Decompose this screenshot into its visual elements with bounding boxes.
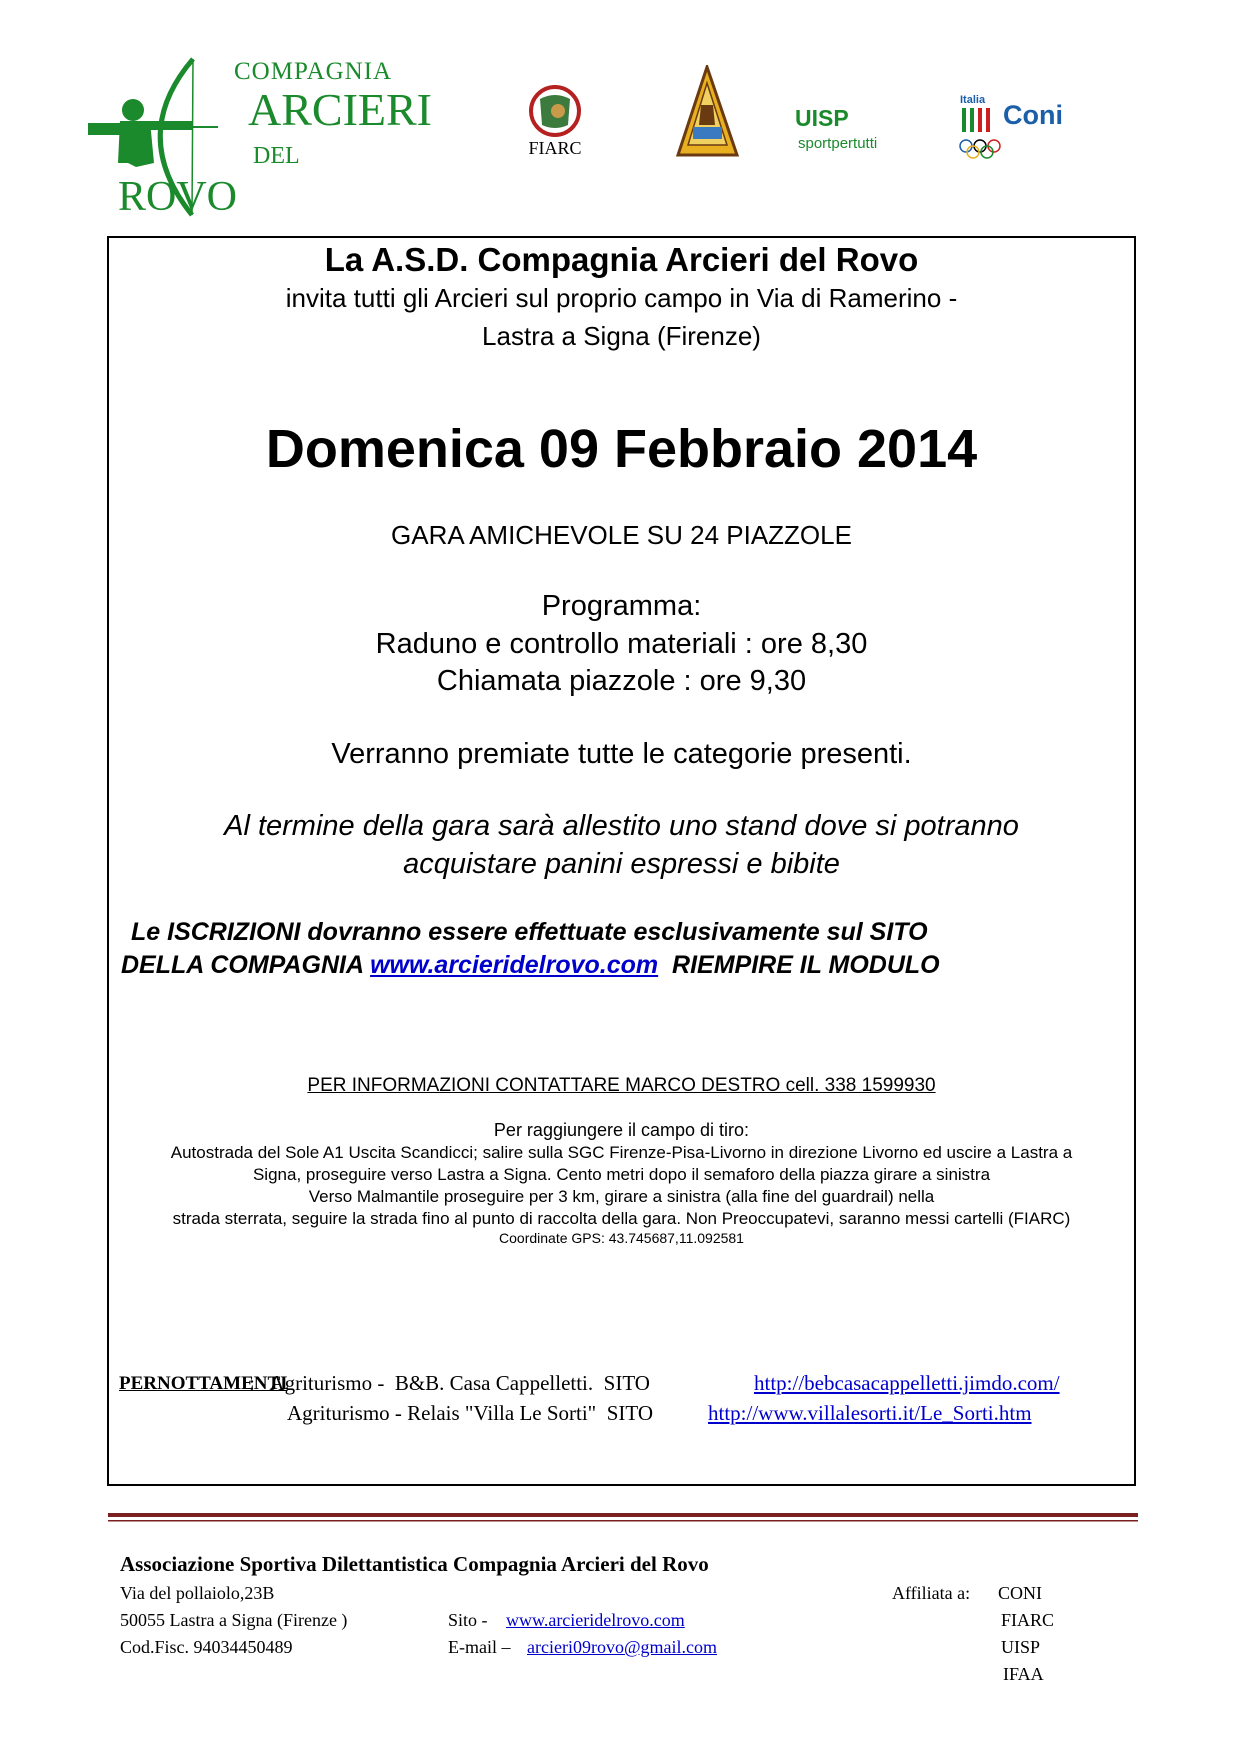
directions-line: Signa, proseguire verso Lastra a Signa. Cento metri dopo il semaforo della piazza girare a sinistra [252,1165,991,1184]
coni-country-label: Italia [960,94,986,106]
event-date: Domenica 09 Febbraio 2014 [265,419,978,479]
footer-divider [108,1512,1138,1524]
lodging-label: PERNOTTAMENTI [119,1373,288,1394]
footer-affiliation-ifaa: IFAA [1003,1664,1044,1684]
lodging-entry-1: : Agriturismo - B&B. Casa Cappelletti. SITO [249,1371,650,1395]
olympic-rings-icon [958,138,1002,160]
italian-flag-stripes-icon [960,106,1000,134]
logo-text-compagnia: COMPAGNIA [234,58,393,85]
footer-affiliation-label: Affiliata a: [892,1583,971,1603]
footer-org-name: Associazione Sportiva Dilettantistica Compagnia Arcieri del Rovo [120,1552,709,1576]
footer-site-link[interactable]: www.arcieridelrovo.com [506,1610,685,1630]
event-subtitle: GARA AMICHEVOLE SU 24 PIAZZOLE [391,520,852,550]
club-website-link[interactable]: www.arcieridelrovo.com [370,951,659,979]
program-title: Programma: [541,590,702,622]
uisp-subtitle: sportpertutti [798,135,878,152]
registration-suffix: RIEMPIRE IL MODULO [658,951,940,979]
invitation-box [107,236,1136,1486]
registration-prefix: DELLA COMPAGNIA [121,951,371,979]
logo-text-del: DEL [253,143,300,169]
fiarc-emblem-icon [520,85,590,137]
coni-label: Coni [1003,100,1063,130]
directions-line: strada sterrata, seguire la strada fino al punto di raccolta della gara. Non Preoccupatevi, saranno messi cartelli (FIARC) [172,1209,1071,1228]
program-item: Chiamata piazzole : ore 9,30 [436,665,807,697]
contact-info: PER INFORMAZIONI CONTATTARE MARCO DESTRO cell. 338 1599930 [307,1075,936,1096]
footer-address-line-1: Via del pollaiolo,23B [120,1583,275,1603]
footer-email-label: E-mail – [448,1637,511,1657]
gps-coordinates: Coordinate GPS: 43.745687,11.092581 [499,1230,744,1246]
footer-fiscal-code: Cod.Fisc. 94034450489 [120,1637,293,1657]
awards-note: Verranno premiate tutte le categorie presenti. [331,738,912,770]
uisp-logo [795,105,905,160]
crest-icon [675,65,740,165]
footer-affiliation-fiarc: FIARC [1001,1610,1055,1630]
fiarc-logo [520,85,590,165]
invite-line-2: Lastra a Signa (Firenze) [482,321,761,351]
footer-affiliation-coni: CONI [998,1583,1042,1603]
logo-text-arcieri: ARCIERI [248,84,432,135]
federation-crest-logo [675,65,740,165]
food-stand-line-2: acquistare panini espressi e bibite [403,848,840,880]
registration-line-2 [121,951,940,980]
footer-affiliation-uisp: UISP [1001,1637,1041,1657]
registration-line-1: Le ISCRIZIONI dovranno essere effettuate esclusivamente sul SITO [131,918,928,946]
food-stand-line-1: Al termine della gara sarà allestito uno stand dove si potranno [224,810,1019,842]
directions-title: Per raggiungere il campo di tiro: [493,1120,750,1140]
program-item: Raduno e controllo materiali : ore 8,30 [375,628,868,660]
club-logo [88,55,432,220]
footer-site-label: Sito - [448,1610,488,1630]
lodging-link-2[interactable]: http://www.villalesorti.it/Le_Sorti.htm [708,1401,1032,1425]
coni-logo [958,92,1078,162]
logo-text-rovo: ROVO [118,174,238,220]
organization-title: La A.S.D. Compagnia Arcieri del Rovo [324,241,919,278]
footer-address-line-2: 50055 Lastra a Signa (Firenze ) [120,1610,348,1630]
uisp-title: UISP [795,105,849,131]
lodging-entry-2: Agriturismo - Relais "Villa Le Sorti" SITO [287,1401,654,1425]
footer-email-link[interactable]: arcieri09rovo@gmail.com [527,1637,718,1657]
lodging-link-1[interactable]: http://bebcasacappelletti.jimdo.com/ [754,1371,1060,1395]
directions-line: Verso Malmantile proseguire per 3 km, girare a sinistra (alla fine del guardrail) nella [308,1187,935,1206]
directions-line: Autostrada del Sole A1 Uscita Scandicci; salire sulla SGC Firenze-Pisa-Livorno in direzione Livorno ed uscire a Lastra a [170,1143,1073,1162]
invite-line-1: invita tutti gli Arcieri sul proprio campo in Via di Ramerino - [285,283,958,313]
fiarc-label: FIARC [528,138,582,158]
